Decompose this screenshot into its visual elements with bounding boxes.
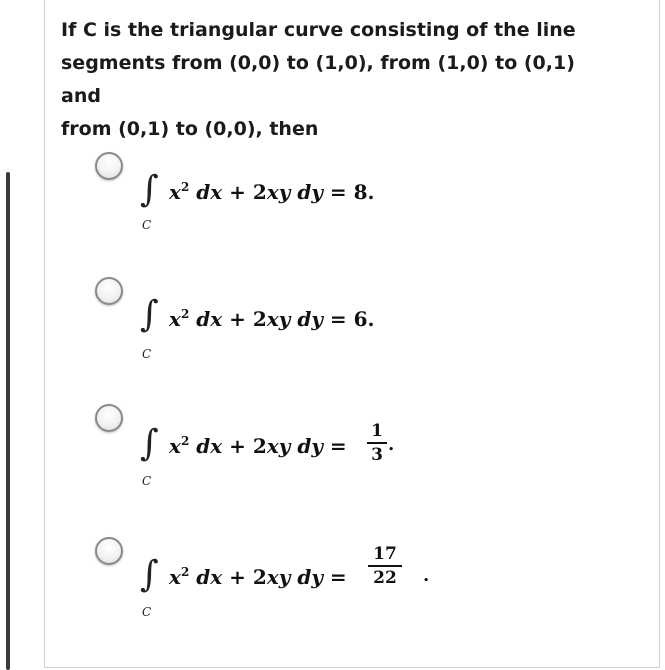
integral-sign: ∫ [140,554,159,595]
integral-subscript: C [142,218,152,232]
question-line: If C is the triangular curve consisting of the line [61,19,576,41]
scrollbar[interactable] [6,172,10,670]
integral-sign: ∫ [140,294,159,335]
question-card [44,0,660,668]
fraction-denominator: 22 [373,568,397,588]
radio-button[interactable] [95,152,123,180]
answer-option-2[interactable] [45,275,645,375]
radio-button[interactable] [95,277,123,305]
integrand-expression: $x^2$ dx + 2xy dy = [169,565,347,589]
answer-option-3[interactable] [45,402,645,502]
integral-sign: ∫ [140,169,159,210]
trailing-period: . [423,565,430,586]
integral-subscript: C [142,605,152,619]
fraction-numerator: 1 [371,421,383,441]
integral-subscript: C [142,474,152,488]
question-line: segments from (0,0) to (1,0), from (1,0) to (0,1) and [61,52,575,107]
integral-subscript: C [142,347,152,361]
fraction-denominator: 3 [371,445,383,465]
answer-fraction [368,545,402,587]
integrand-expression: $x^2$ dx + 2xy dy = [169,434,347,458]
answer-value: 6. [353,307,375,331]
radio-button[interactable] [95,404,123,432]
question-line: from (0,1) to (0,0), then [61,118,319,140]
integrand-expression: $x^2$ dx + 2xy dy = 8. [169,180,375,204]
trailing-period: . [388,434,395,455]
fraction-numerator: 17 [373,544,397,564]
answer-option-4[interactable] [45,535,645,635]
answer-option-1[interactable] [45,150,645,250]
integrand-expression: $x^2$ dx + 2xy dy = 6. [169,307,375,331]
answer-fraction [367,422,387,464]
integral-sign: ∫ [140,423,159,464]
radio-button[interactable] [95,537,123,565]
question-text [61,14,621,146]
answer-value: 8. [353,180,375,204]
